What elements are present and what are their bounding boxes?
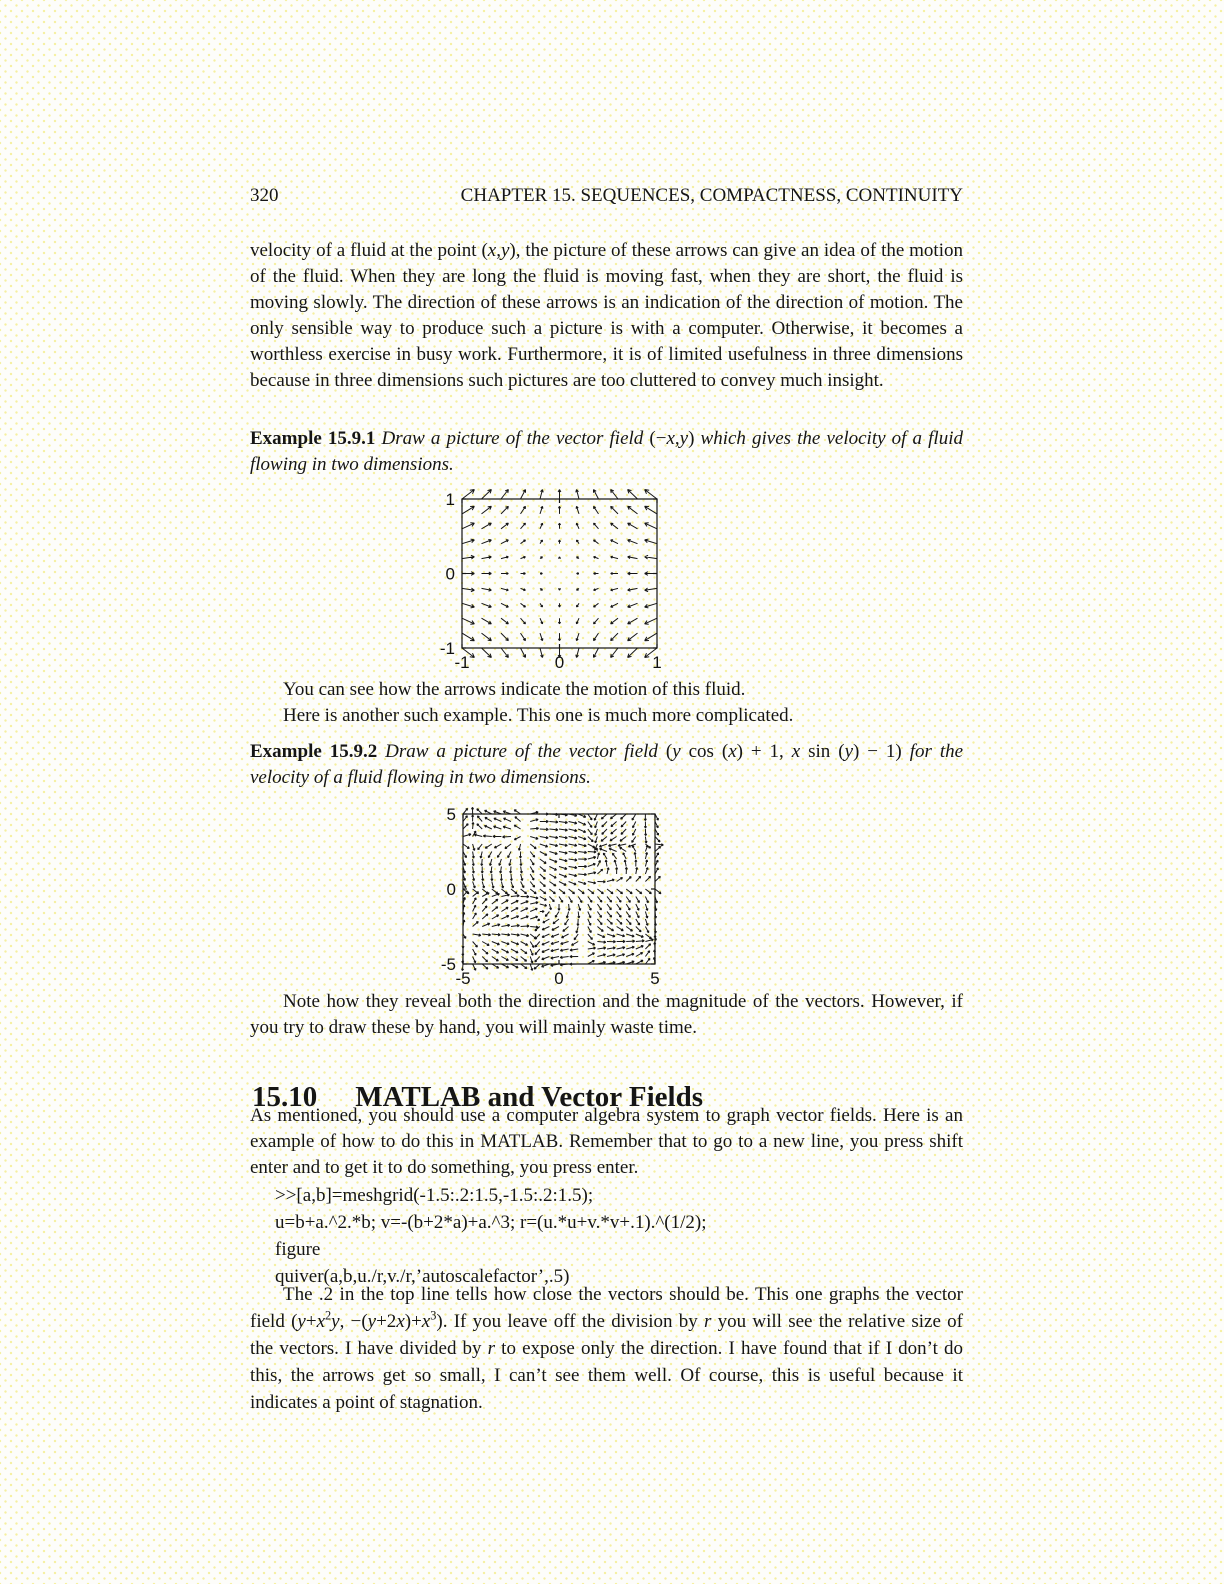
svg-text:5: 5 <box>650 969 660 988</box>
example-1 <box>250 426 963 478</box>
example-2-label: Example 15.9.2 <box>250 741 378 762</box>
code-line: quiver(a,b,u./r,v./r,’autoscalefactor’,.5) <box>275 1266 570 1287</box>
closing-paragraph: The .2 in the top line tells how close the vectors should be. This one graphs the vector field ($y+x^2y$, $-(y+2x)+x^3$). If you leave off the division by r you will see the relative size of the vectors. I have divided by r to expose only the direction. I have found that if I don’t do this, the arrows get so small, I can’t see them well. Of course, this is useful because it indicates a point of stagnation. <box>250 1284 963 1413</box>
figure-vector-field-2 <box>430 799 666 1005</box>
page-number: 320 <box>250 185 279 206</box>
note-paragraph: Note how they reveal both the direction and the magnitude of the vectors. However, if you try to draw these by hand, you will mainly waste time. <box>250 991 963 1038</box>
svg-text:0: 0 <box>554 653 565 672</box>
section-title: MATLAB and Vector Fields <box>355 1081 704 1114</box>
intro-paragraph: velocity of a fluid at the point (x,y), the picture of these arrows can give an idea of the motion of the fluid. When they are long the fluid is moving fast, when they are short, the fluid is moving slowly. The direction of these arrows is an indication of the direction of motion. The only sensible way to produce such a picture is with a computer. Otherwise, it becomes a worthless exercise in busy work. Furthermore, it is of limited usefulness in three dimensions because in three dimensions such pictures are too cluttered to convey much insight. <box>250 240 963 391</box>
chapter-header: CHAPTER 15. SEQUENCES, COMPACTNESS, CONTINUITY <box>460 185 963 206</box>
fluid-motion-line: You can see how the arrows indicate the motion of this fluid. <box>283 679 746 700</box>
another-example-line: Here is another such example. This one is much more complicated. <box>283 705 794 726</box>
svg-text:-1: -1 <box>439 639 455 658</box>
example-1-body: Draw a picture of the vector field (−x,y) which gives the velocity of a fluid flowing in two dimensions. <box>250 428 963 475</box>
svg-text:-5: -5 <box>440 955 456 974</box>
example-2 <box>250 739 963 791</box>
svg-text:5: 5 <box>446 805 456 824</box>
quiver-plot-1 <box>430 486 665 678</box>
svg-text:1: 1 <box>652 653 662 672</box>
figure-vector-field-1 <box>430 486 665 686</box>
svg-text:-5: -5 <box>455 969 471 988</box>
page-header <box>250 183 963 209</box>
example-2-body: Draw a picture of the vector field (y cos (x) + 1, x sin (y) − 1) for the velocity of a fluid flowing in two dimensions. <box>250 741 964 788</box>
svg-text:0: 0 <box>445 564 455 584</box>
matlab-code-block <box>275 1182 963 1290</box>
quiver-plot-2 <box>430 799 666 997</box>
code-line: figure <box>275 1239 321 1260</box>
example-1-label: Example 15.9.1 <box>250 428 376 449</box>
code-line: >>[a,b]=meshgrid(-1.5:.2:1.5,-1.5:.2:1.5); <box>275 1185 594 1206</box>
svg-text:1: 1 <box>445 490 455 509</box>
matlab-paragraph: As mentioned, you should use a computer algebra system to graph vector fields. Here is an example of how to do this in MATLAB. Remember that to go to a new line, you press shift enter and to get it to do something, you press enter. <box>250 1105 963 1178</box>
svg-text:0: 0 <box>446 880 456 899</box>
svg-text:0: 0 <box>554 969 564 988</box>
section-number: 15.10 <box>252 1081 318 1114</box>
svg-text:-1: -1 <box>454 653 470 672</box>
code-line: u=b+a.^2.*b; v=-(b+2*a)+a.^3; r=(u.*u+v.*v+.1).^(1/2); <box>275 1212 707 1233</box>
